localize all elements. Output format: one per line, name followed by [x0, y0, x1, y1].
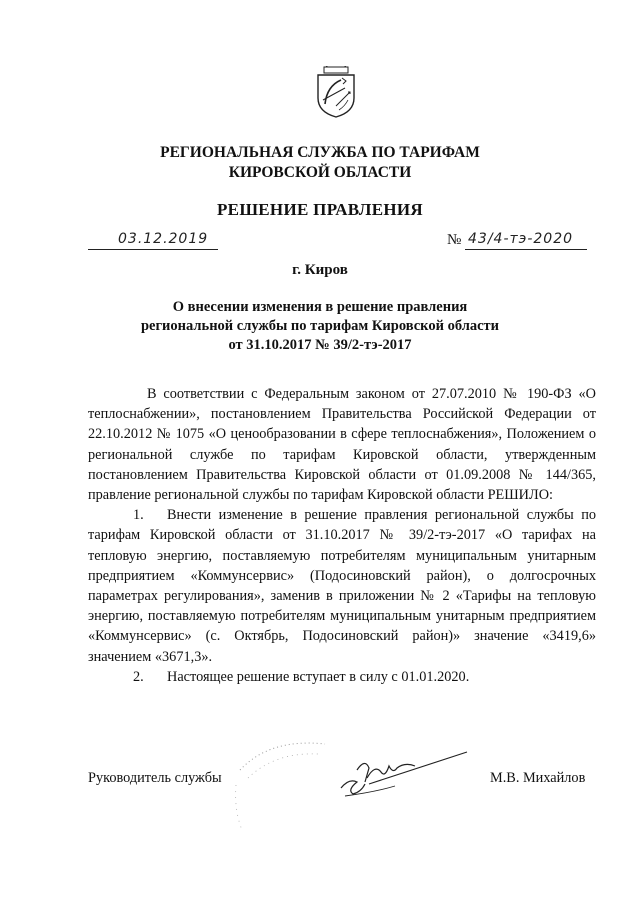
- item-number: 2.: [133, 668, 144, 685]
- organization-name-line-1: РЕГИОНАЛЬНАЯ СЛУЖБА ПО ТАРИФАМ: [160, 144, 480, 161]
- document-type-title: РЕШЕНИЕ ПРАВЛЕНИЯ: [217, 200, 423, 219]
- document-body: [88, 384, 596, 687]
- signatory-position: Руководитель службы: [88, 770, 222, 786]
- document-number: 43/4-тэ-2020: [468, 231, 574, 247]
- signatory-name: М.В. Михайлов: [490, 770, 586, 786]
- subject-line-3: от 31.10.2017 № 39/2-тэ-2017: [228, 337, 412, 353]
- item-text: Внести изменение в решение правления региональной службы по тарифам Кировской области от 31.10.2017 № 39/2-тэ-2017 «О тарифах на тепловую энергию, поставляемую потребителям муниципальным унитарным предприятием «Коммунсервис» (Подосиновский район), о долгосрочных параметрах регулирования», заменив в приложении № 2 «Тарифы на тепловую энергию, поставляемую потребителям муниципальным унитарным предприятием «Коммунсервис» (с. Октябрь, Подосиновский район)» значение «3419,6» значением «3671,3».: [88, 507, 596, 665]
- decision-item: [88, 505, 596, 667]
- coat-of-arms-icon: [315, 66, 357, 118]
- organization-name-line-2: КИРОВСКОЙ ОБЛАСТИ: [228, 164, 412, 181]
- number-sign: №: [447, 232, 462, 248]
- document-date: 03.12.2019: [118, 231, 209, 247]
- item-text: Настоящее решение вступает в силу с 01.01.2020.: [167, 668, 470, 685]
- item-number: 1.: [133, 507, 144, 524]
- faint-stamp-icon: [230, 730, 350, 840]
- subject-line-1: О внесении изменения в решение правления: [172, 299, 468, 315]
- city: г. Киров: [292, 262, 348, 278]
- intro-paragraph: В соответствии с Федеральным законом от 27.07.2010 № 190-ФЗ «О теплоснабжении», постановлением Правительства Российской Федерации от 22.10.2012 № 1075 «О ценообразовании в сфере теплоснабжения», Положением о региональной службе по тарифам Кировской области, утвержденным постановлением Правительства Кировской области от 01.09.2008 № 144/365, правление региональной службы по тарифам Кировской области РЕШИЛО:: [88, 386, 596, 504]
- handwritten-signature-icon: [335, 748, 475, 808]
- subject-line-2: региональной службы по тарифам Кировской области: [140, 318, 500, 334]
- decision-item: [88, 667, 596, 687]
